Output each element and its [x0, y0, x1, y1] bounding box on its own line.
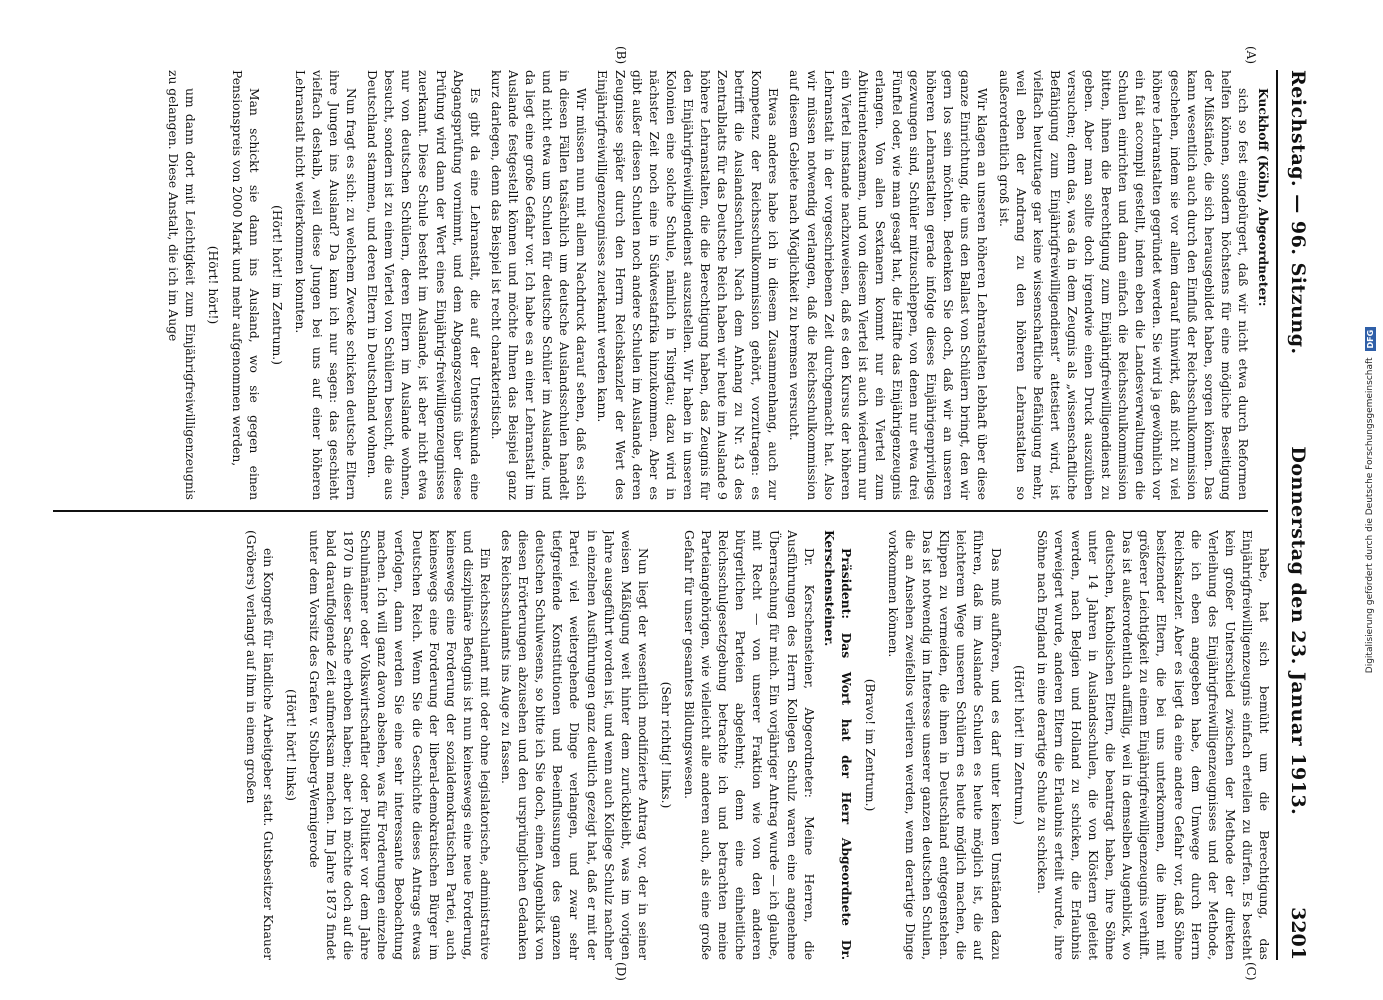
paragraph: Man schickt sie dann ins Ausland, wo sie gegen einen Pensionspreis von 2000 Mark und mehr aufgenommen werden, — [229, 70, 261, 500]
page-number: 3201 — [1287, 907, 1309, 960]
paragraph: Nun fragt es sich: zu welchem Zwecke schicken deutsche Eltern ihre Jungen ins Ausland? Da kann ich nur sagen: das geschieht vielfach deshalb, weil diese Jungen bei uns auf einer höheren Lehranstalt nicht weiterkommen konnten. — [292, 70, 359, 500]
right-text-column — [52, 530, 1272, 960]
margin-marker-d: (D) — [614, 962, 628, 981]
paragraph: sich so fest eingebürgert, daß wir nicht etwa durch Reformen helfen können, sondern höchstens für eine mögliche Beseitigung der Mißstände, die sich herausgebildet haben, sorgen können. Das kann wesentlich auch durch den Einfluß der Reichsschulkommission geschehen, indem sie vor allem darauf hinwirkt, daß nicht zu viel höhere Lehranstalten gegründet werden. Sie wird ja gewöhnlich vor ein fait accompli gestellt, indem eben die Landesverwaltungen die Schulen einrichten und dann einfach die Reichsschulkommission bitten, ihnen die Berechtigung zum Einjährigfreiwilligendienst zu geben. Aber man sollte doch irgendwie einen Druck auszuüben versuchen; denn das, was da in dem Zeugnis als „wissenschaftliche Befähigung zum Einjährigfreiwilligendienst“ attestiert wird, ist vielfach heutzutage gar keine wissenschaftliche Befähigung mehr, weil eben der Andrang zu den höheren Lehranstalten so außerordentlich groß ist. — [996, 70, 1250, 500]
dfg-logo: DFG — [1365, 327, 1376, 352]
margin-marker-a: (A) — [1244, 46, 1258, 65]
interjection: (Bravo! im Zentrum.) — [862, 678, 877, 812]
margin-marker-c: (C) — [1244, 962, 1258, 981]
paragraph: Wir klagen an unseren höheren Lehranstalten lebhaft über diese ganze Einrichtung, die uns den Ballast von Schülern bringt, den wir gern los sein möchten. Bedenken Sie doch, daß wir an unseren höheren Lehranstalten gerade infolge dieses Einjährigenprivilegs gezwungen sind, Schüler mitzuschleppen, von denen nur etwa drei Fünftel oder, wie man gesagt hat, die Hälfte das Einjährigenzeugnis erlangen. Von allen Sextanern kommt nur ein Viertel zum Abiturientenexamen, und von diesem Viertel ist auch wiederum nur ein Viertel imstande nachzuweisen, daß es den Kursus der höheren Lehranstalt in der vorgeschriebenen Zeit durchgemacht hat. Also wir müssen notwendig verlangen, daß die Reichsschulkommission auf diesem Gebiete nach Möglichkeit zu bremsen versucht. — [787, 70, 990, 500]
header-rule — [1276, 70, 1278, 960]
rotated-page-content — [8, 40, 1328, 990]
paragraph: Etwas anderes habe ich in diesem Zusammenhang, auch zur Kompetenz der Reichsschulkommission gehört, vorzutragen: es betrifft die Auslandsschulen. Nach dem Anhang zu Nr. 43 des Zentralblatts für das Deutsche Reich haben wir heute im Auslande 9 höhere Lehranstalten, die die Berechtigung haben, das Zeugnis für den Einjährigfreiwilligendienst auszustellen. Wir haben in unseren Kolonien eine solche Schule, nämlich in Tsingtau; dazu wird in nächster Zeit noch eine in Südwestafrika hinzukommen. Aber es gibt außer diesen Schulen noch andere Schulen im Auslande, deren Zeugnisse später durch den Herrn Reichskanzler der Wert des Einjährigfreiwilligenzeugnisses zuerkannt werden kann. — [595, 70, 781, 500]
paragraph: Ein Reichsschulamt mit oder ohne legislatorische, administrative und disziplinäre Befugnis ist nun keineswegs eine neue Forderung, keineswegs eine Forderung der sozialdemokratischen Partei, auch keineswegs eine Forderung der liberal-demokratischen Bürger im Deutschen Reich. Wenn Sie die Geschichte dieses Antrags etwas verfolgen, dann werden Sie eine sehr interessante Beobachtung machen. Ich will ganz davon absehen, was für Forderungen einzelne Schulmänner oder Volkswirtschaftler oder Politiker vor dem Jahre 1870 in dieser Sache erhoben haben; aber ich möchte doch auf die bald darauffolgende Zeit aufmerksam machen. Im Jahre 1873 findet unter dem Vorsitz des Grafen v. Stolberg-Wernigerode — [307, 530, 492, 960]
interjection: (Hört! hört!) — [206, 245, 221, 325]
document-page — [28, 40, 1348, 990]
speaker-heading: Kuckhoff (Köln), Abgeordneter: — [1256, 88, 1271, 307]
column-divider — [53, 510, 1268, 512]
interjection: (Hört! hört! im Zentrum.) — [1011, 665, 1026, 825]
digitization-notice — [1356, 0, 1383, 1000]
left-text-column — [52, 70, 1272, 500]
interjection: (Hört! hört! im Zentrum.) — [269, 205, 284, 365]
president-line: Präsident: Das Wort hat der Herr Abgeordnete Dr. Kerschensteiner. — [821, 530, 854, 960]
header-session: Reichstag. — 96. Sitzung. — [1287, 70, 1309, 355]
margin-marker-b: (B) — [614, 46, 628, 65]
paragraph: Es gibt da eine Lehranstalt, die auf der Untersekunda eine Abgangsprüfung vornimmt, und dem Abgangszeugnis über diese Prüfung wird dann der Wert eines Einjährig-freiwilligenzeugnisses zuerkannt. Diese Schule besteht im Auslande, ist aber nicht etwa nur von deutschen Schülern, deren Eltern im Auslande wohnen, besucht, sondern ist zu einem Viertel von Schülern besucht, die aus Deutschland stammen, und deren Eltern in Deutschland wohnen. — [365, 70, 482, 500]
paragraph: Wir müssen nun mit allem Nachdruck darauf sehen, daß es sich in diesen Fällen tatsächlich um deutsche Auslandsschulen handelt und nicht etwa um Schulen für deutsche Schüler im Auslande, und da liegt eine große Gefahr vor. Ich habe es an einer Lehranstalt im Auslande festgestellt können und möchte Ihnen das Beispiel ganz kurz darlegen, denn das Beispiel ist recht charakteristisch. — [488, 70, 589, 500]
interjection: (Hört! hört! links) — [283, 689, 298, 801]
paragraph: habe, hat sich bemüht um die Berechtigung, das Einjährigfreiwilligenzeugnis einfach erteilen zu dürfen. Es besteht kein großer Unterschied zwischen der Methode der direkten Verleihung des Einjährigfreiwilligenzeugnisses und der Methode, die ich eben angegeben habe, dem Umwege durch Herrn Reichskanzler. Aber es liegt da eine andere Gefahr vor, daß Söhne besitzender Eltern, die bei uns unterkommen, die ihnen mit größerer Leichtigkeit zu einem Einjährigfreiwilligenzeugnis verhilft. Das ist außerordentlich auffällig, weil in demselben Augenblick, wo deutschen, katholischen Eltern, die beantragt haben, ihre Söhne unter 14 Jahren in Auslandsschulen, die von Klöstern geleitet werden, nach Belgien und Holland zu schicken, die Erlaubnis verweigert wurde, anderen Eltern die Erlaubnis erteilt wurde, ihre Söhne nach England in eine derartige Schule zu schicken. — [1034, 530, 1271, 960]
page-header — [1276, 70, 1320, 960]
header-date: Donnerstag den 23. Januar 1913. — [1287, 446, 1309, 816]
paragraph: ein Kongreß für ländliche Arbeitgeber statt. Gutsbesitzer Knauer (Gröbers) verlangt auf ihm in einem großen — [243, 530, 275, 960]
speaker-paragraph: Dr. Kerschensteiner, Abgeordneter: Meine Herren, die Ausführungen des Herrn Kollegen Schulz waren eine angenehme Überraschung für mich. Ein vorjähriger Antrag wurde — ich glaube, mit Recht — von unserer Fraktion wie von den anderen bürgerlichen Parteien abgelehnt; denn eine einheitliche Reichsschulgesetzgebung betrachte ich und betrachten meine Parteiangehörigen, wie vielleicht alle anderen auch, als eine große Gefahr für unser gesamtes Bildungswesen. — [682, 530, 816, 960]
paragraph: um dann dort mit Leichtigkeit zum Einjährigfreiwilligenzeugnis zu gelangen. Diese Anstalt, die ich im Auge — [166, 70, 198, 500]
interjection: (Sehr richtig! links.) — [658, 681, 673, 809]
paragraph: Nun liegt der wesentlich modifizierte Antrag vor, der in seiner weisen Mäßigung weit hinter dem zurückbleibt, was im vorigen Jahre ausgeführt worden ist, und wenn auch Kollege Schulz nachher in einzelnen Ausführungen ganz deutlich gezeigt hat, daß er mit der Partei viel weitergehende Dinge verlangen, und zwar sehr tiefgreifende Konstitutionen und Beeinflussungen des ganzen deutschen Schulwesens, so bitte ich Sie doch, einen Augenblick von diesen Erörterungen abzusehen und den ursprünglichen Gedanken des Reichsschulamts ins Auge zu fassen. — [499, 530, 650, 960]
funding-notice-text: Digitalisierung gefördert durch die Deutsche Forschungsgemeinschaft — [1365, 357, 1375, 674]
paragraph: Das muß aufhören, und es darf unter keinen Umständen dazu führen, daß im Auslande Schulen es heute möglich ist, die auf leichterem Wege unseren Schülern es heute möglich machen, die Klippen zu vermeiden, die ihnen in Deutschland entgegenstehen. Das ist notwendig im Interesse unserer ganzen deutschen Schulen, die an Ansehen zweifellos verlieren werden, wenn derartige Dinge vorkommen können. — [886, 530, 1003, 960]
